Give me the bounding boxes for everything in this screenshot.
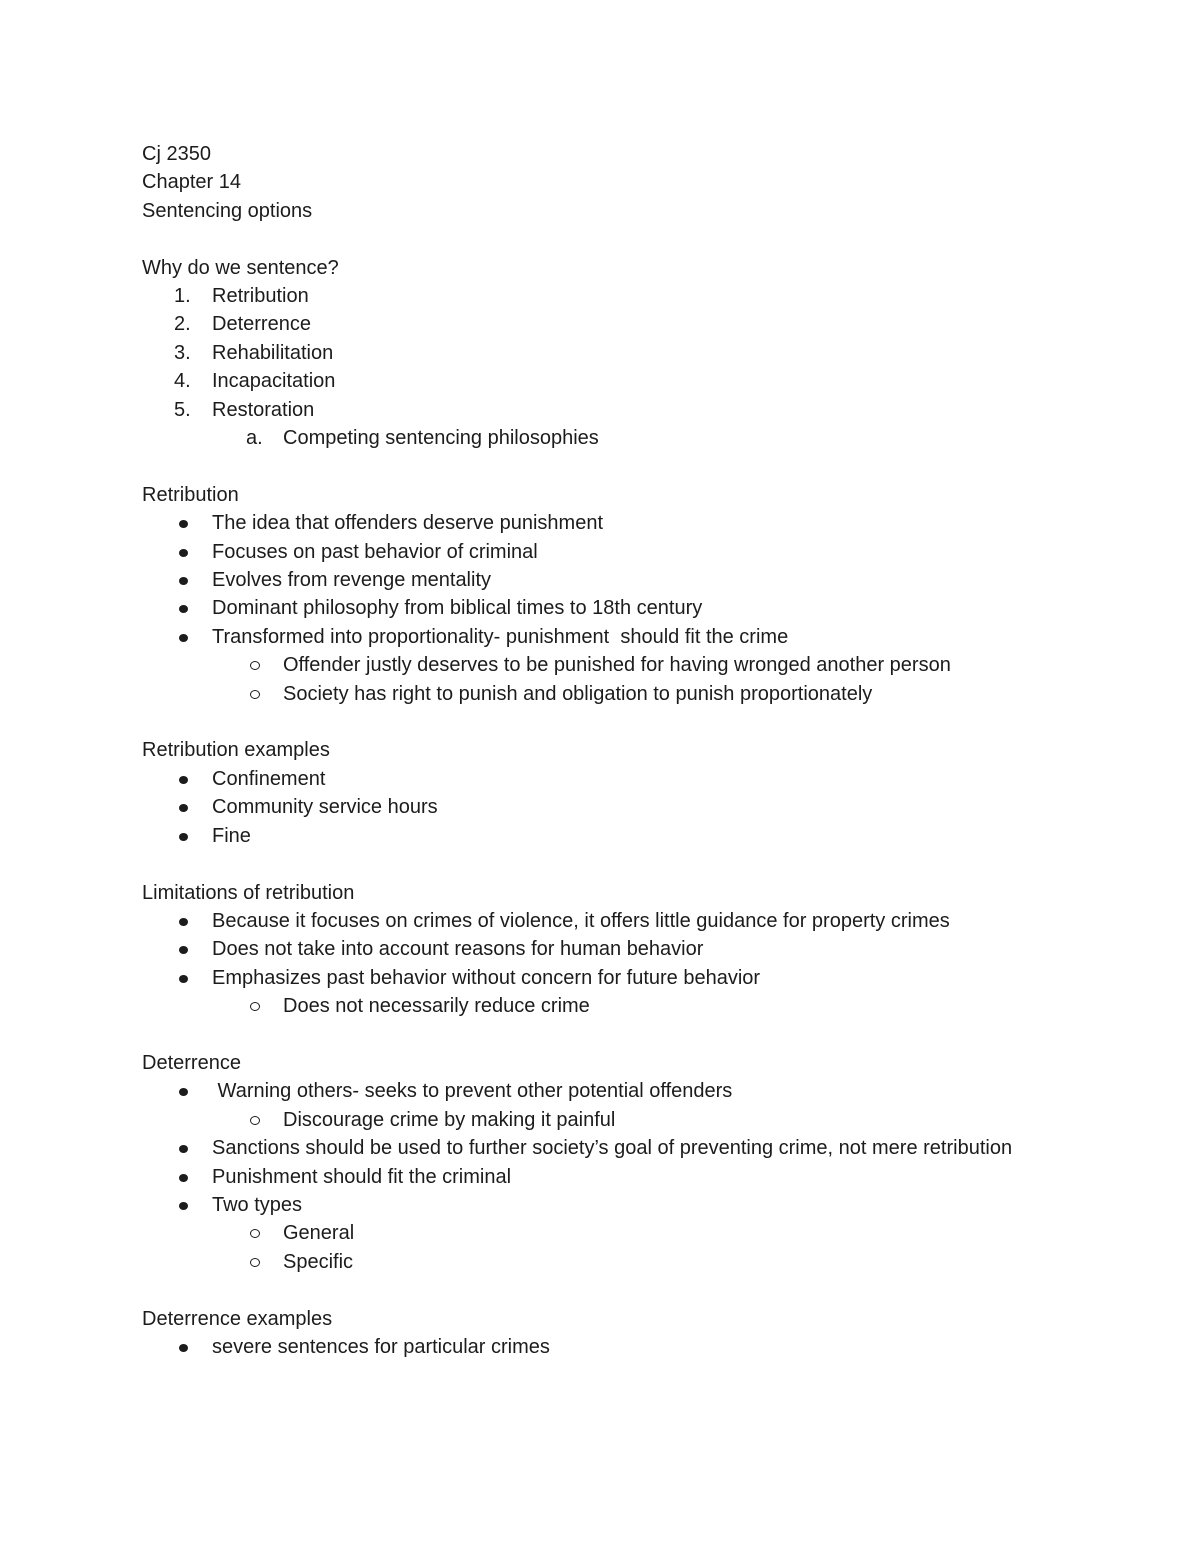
bullet-icon	[179, 1344, 188, 1352]
hollow-bullet-icon	[250, 690, 260, 699]
list-subitem: a. Competing sentencing philosophies	[246, 427, 599, 450]
list-item: Fine	[142, 822, 1102, 850]
bullet-icon	[179, 1088, 188, 1096]
bullet-icon	[179, 520, 188, 528]
hollow-bullet-icon	[250, 1258, 260, 1267]
list-item: Two types	[142, 1191, 1102, 1219]
bullet-icon	[179, 1145, 188, 1153]
list-item: severe sentences for particular crimes	[142, 1333, 1102, 1361]
retribution-heading: Retribution	[142, 483, 239, 506]
bullet-icon	[179, 605, 188, 613]
list-item: Evolves from revenge mentality	[142, 566, 1102, 594]
bullet-icon	[179, 833, 188, 841]
hollow-bullet-icon	[250, 1116, 260, 1125]
list-item: 3. Rehabilitation	[174, 341, 334, 364]
list-item: Focuses on past behavior of criminal	[142, 538, 1102, 566]
list-item: Does not take into account reasons for human behavior	[142, 935, 1102, 963]
list-item: Dominant philosophy from biblical times to 18th century	[142, 594, 1102, 622]
list-item: 5. Restoration	[174, 398, 315, 421]
list-subitem: Society has right to punish and obligation to punish proportionately	[142, 680, 1102, 708]
list-item: 2. Deterrence	[174, 313, 311, 336]
list-item: Community service hours	[142, 793, 1102, 821]
list-item: Warning others- seeks to prevent other potential offenders	[142, 1077, 1102, 1105]
list-item: Transformed into proportionality- punishment should fit the crime	[142, 623, 1102, 651]
list-subitem: General	[142, 1219, 1102, 1247]
bullet-icon	[179, 634, 188, 642]
list-subitem: Discourage crime by making it painful	[142, 1106, 1102, 1134]
bullet-icon	[179, 804, 188, 812]
deterrence-heading: Deterrence	[142, 1051, 241, 1074]
list-item: Because it focuses on crimes of violence, it offers little guidance for property crimes	[142, 907, 1102, 935]
hollow-bullet-icon	[250, 1229, 260, 1238]
document-page	[142, 140, 1102, 1361]
bullet-icon	[179, 577, 188, 585]
list-item: The idea that offenders deserve punishment	[142, 509, 1102, 537]
bullet-icon	[179, 549, 188, 557]
hollow-bullet-icon	[250, 1002, 260, 1011]
list-item: 1. Retribution	[174, 285, 309, 308]
bullet-icon	[179, 776, 188, 784]
list-item: Punishment should fit the criminal	[142, 1163, 1102, 1191]
bullet-icon	[179, 975, 188, 983]
list-subitem: Specific	[142, 1248, 1102, 1276]
bullet-icon	[179, 946, 188, 954]
list-item: Sanctions should be used to further society’s goal of preventing crime, not mere retribution	[142, 1134, 1102, 1162]
list-item: Emphasizes past behavior without concern for future behavior	[142, 964, 1102, 992]
bullet-icon	[179, 918, 188, 926]
hollow-bullet-icon	[250, 661, 260, 670]
course-title: Cj 2350	[142, 143, 211, 165]
why-heading: Why do we sentence?	[142, 256, 339, 279]
list-item: 4. Incapacitation	[174, 370, 336, 393]
bullet-icon	[179, 1174, 188, 1182]
retribution-examples-heading: Retribution examples	[142, 739, 330, 762]
limitations-heading: Limitations of retribution	[142, 881, 355, 904]
list-subitem: Offender justly deserves to be punished for having wronged another person	[142, 651, 1102, 679]
deterrence-examples-heading: Deterrence examples	[142, 1307, 333, 1330]
bullet-icon	[179, 1202, 188, 1210]
topic-title: Sentencing options	[142, 199, 313, 222]
list-item: Confinement	[142, 765, 1102, 793]
chapter-title: Chapter 14	[142, 171, 241, 194]
list-subitem: Does not necessarily reduce crime	[142, 992, 1102, 1020]
